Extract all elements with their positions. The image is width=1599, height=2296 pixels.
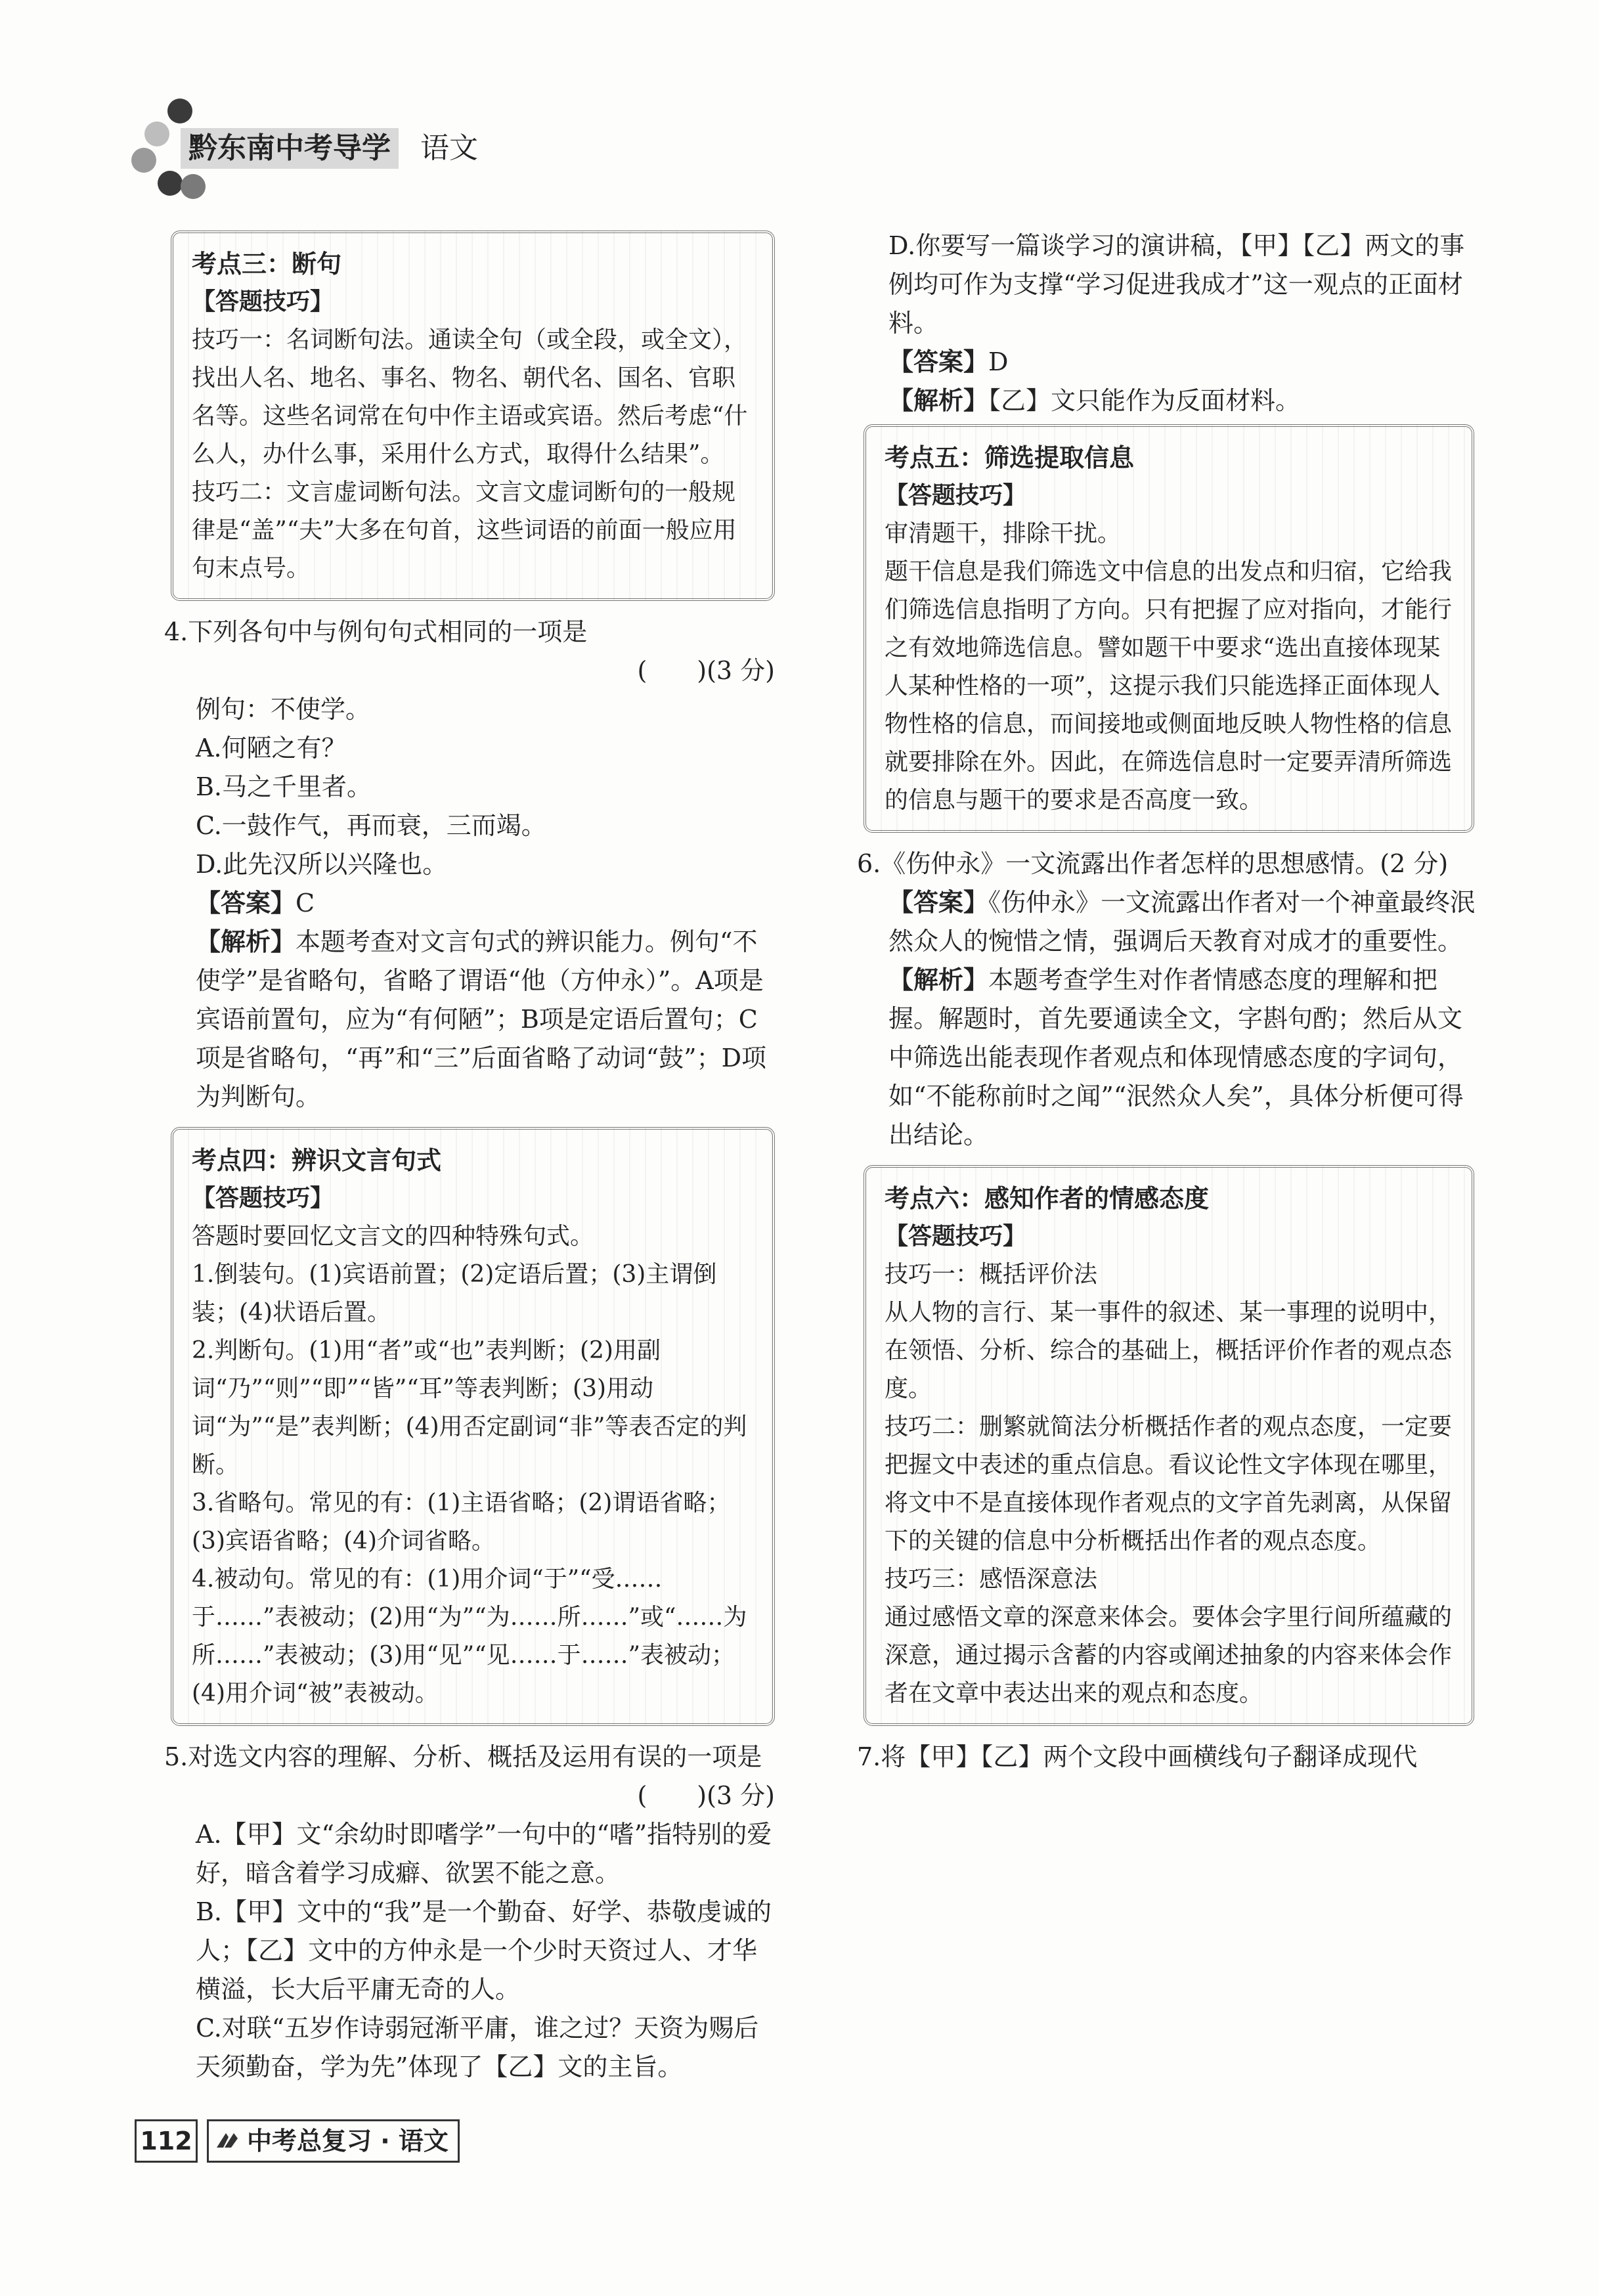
option-d: D.你要写一篇谈学习的演讲稿，【甲】【乙】两文的事例均可作为支撑“学习促进我成才”这一观点的正面材料。: [888, 231, 1465, 338]
hexagon-decoration-icon: [144, 121, 169, 146]
right-column: [857, 227, 1481, 1777]
option-b: B.【甲】文中的“我”是一个勤奋、好学、恭敬虔诚的人；【乙】文中的方仲永是一个少时天资过人、才华横溢，长大后平庸无奇的人。: [196, 1897, 772, 2004]
left-column: [164, 227, 781, 2086]
question-stem: 6.《伤仲永》一文流露出作者怎样的思想感情。(2 分): [857, 849, 1449, 878]
hexagon-decoration-icon: [158, 171, 183, 196]
analysis-text: 本题考查学生对作者情感态度的理解和把握。解题时，首先要通读全文，字斟句酌；然后从文中筛选出能表现作者观点和体现情感态度的字词句，如“不能称前时之闻”“泯然众人矣”，具体分析便可得出结论。: [888, 965, 1464, 1149]
analysis-line: [857, 382, 1481, 420]
tip-box-kaodian3: [171, 231, 775, 601]
analysis-tag: 【解析】: [888, 386, 989, 415]
tip-tag: 【答题技巧】: [192, 288, 334, 315]
question-score: ( )(3 分): [637, 1781, 775, 1810]
tip-line: 技巧一：概括评价法: [885, 1261, 1098, 1288]
hexagon-decoration-icon: [167, 99, 192, 123]
question-6: [857, 845, 1481, 1155]
tip-line: 技巧一：名词断句法。通读全句（或全段，或全文），找出人名、地名、事名、物名、朝代名、国名、官职名等。这些名词常在句中作主语或宾语。然后考虑“什么人，办什么事，采用什么方式，取得什么结果”。: [192, 326, 748, 468]
analysis-line: [164, 923, 781, 1116]
tip-box-kaodian6: [864, 1165, 1474, 1726]
tip-line: 4.被动句。常见的有：(1)用介词“于”“受……于……”表被动；(2)用“为”“为……所……”或“……为所……”表被动；(3)用“见”“见……于……”表被动；(4)用介词“被”表被动。: [192, 1566, 747, 1707]
answer-line: [164, 884, 781, 923]
page-footer: [135, 2118, 460, 2164]
book-brand: 黔东南中考导学: [181, 128, 399, 169]
question-5: [164, 1738, 781, 2086]
page-header: [131, 99, 591, 204]
answer-tag: 【答案】: [888, 347, 989, 376]
analysis-text: 本题考查对文言句式的辨识能力。例句“不使学”是省略句，省略了谓语“他（方仲永）”。A项是宾语前置句，应为“有何陋”；B项是定语后置句；C项是省略句，“再”和“三”后面省略了动词“鼓”；D项为判断句。: [196, 927, 767, 1111]
answer-tag: 【答案】: [888, 888, 989, 917]
tip-tag: 【答题技巧】: [885, 482, 1027, 509]
tip-line: 技巧二：删繁就简法分析概括作者的观点态度，一定要把握文中表述的重点信息。看议论性文字体现在哪里，将文中不是直接体现作者观点的文字首先剥离，从保留下的关键的信息中分析概括出作者的观点态度。: [885, 1413, 1453, 1555]
tip-line: 3.省略句。常见的有：(1)主语省略；(2)谓语省略；(3)宾语省略；(4)介词省略。: [192, 1490, 731, 1555]
tip-line: 2.判断句。(1)用“者”或“也”表判断；(2)用副词“乃”“则”“即”“皆”“耳”等表判断；(3)用动词“为”“是”表判断；(4)用否定副词“非”等表否定的判断。: [192, 1337, 747, 1478]
option-a: A.【甲】文“余幼时即嗜学”一句中的“嗜”指特别的爱好，暗含着学习成癖、欲罢不能之意。: [196, 1820, 772, 1888]
analysis-tag: 【解析】: [196, 927, 296, 956]
question-stem: 4.下列各句中与例句句式相同的一项是: [164, 617, 588, 646]
tip-line: 技巧二：文言虚词断句法。文言文虚词断句的一般规律是“盖”“夫”大多在句首，这些词语的前面一般应用句末点号。: [192, 479, 737, 582]
tip-line: 答题时要回忆文言文的四种特殊句式。: [192, 1223, 594, 1250]
analysis-line: [857, 961, 1481, 1155]
question-4: [164, 613, 781, 1116]
option-b: B.马之千里者。: [196, 772, 372, 801]
tip-box-title: 考点六：感知作者的情感态度: [885, 1184, 1210, 1213]
footer-title-text: 中考总复习 · 语文: [247, 2127, 449, 2155]
tip-line: 从人物的言行、某一事件的叙述、某一事理的说明中，在领悟、分析、综合的基础上，概括评价作者的观点态度。: [885, 1299, 1453, 1402]
page-number: 112: [135, 2119, 198, 2163]
option-c: C.一鼓作气，再而衰，三而竭。: [196, 811, 546, 840]
footer-book-title: [207, 2119, 460, 2163]
answer-text: 《伤仲永》一文流露出作者对一个神童最终泯然众人的惋惜之情，强调后天教育对成才的重要性。: [888, 888, 1476, 956]
question-score: ( )(3 分): [637, 656, 775, 685]
option-c: C.对联“五岁作诗弱冠渐平庸，谁之过？天资为赐后天须勤奋，学为先”体现了【乙】文的主旨。: [196, 2014, 759, 2081]
answer-tag: 【答案】: [196, 889, 296, 917]
tip-line: 1.倒装句。(1)宾语前置；(2)定语后置；(3)主谓倒装；(4)状语后置。: [192, 1261, 717, 1326]
question-7-stem: 7.将【甲】【乙】两个文段中画横线句子翻译成现代: [857, 1742, 1418, 1771]
tip-box-title: 考点三：断句: [192, 250, 342, 278]
tip-box-kaodian5: [864, 424, 1474, 833]
analysis-text: 【乙】文只能作为反面材料。: [988, 386, 1301, 415]
tip-tag: 【答题技巧】: [885, 1223, 1027, 1250]
tip-box-title: 考点五：筛选提取信息: [885, 443, 1135, 472]
option-d: D.此先汉所以兴隆也。: [196, 850, 448, 879]
subject-label: 语文: [420, 131, 478, 165]
footer-logo-icon: [214, 2128, 240, 2154]
tip-box-kaodian4: [171, 1127, 775, 1726]
tip-box-title: 考点四：辨识文言句式: [192, 1146, 442, 1175]
tip-line: 技巧三：感悟深意法: [885, 1566, 1098, 1593]
example-sentence: 例句：不使学。: [196, 695, 371, 724]
tip-tag: 【答题技巧】: [192, 1185, 334, 1212]
question-stem: 5.对选文内容的理解、分析、概括及运用有误的一项是: [164, 1742, 762, 1771]
option-a: A.何陋之有？: [196, 734, 347, 762]
answer-text: D: [988, 347, 1009, 376]
tip-line: 通过感悟文章的深意来体会。要体会字里行间所蕴藏的深意，通过揭示含蓄的内容或阐述抽象的内容来体会作者在文章中表达出来的观点和态度。: [885, 1604, 1453, 1707]
hexagon-decoration-icon: [131, 148, 156, 173]
answer-text: C: [296, 889, 315, 917]
tip-line: 审清题干，排除干扰。: [885, 520, 1122, 547]
hexagon-decoration-icon: [181, 174, 206, 199]
tip-line: 题干信息是我们筛选文中信息的出发点和归宿，它给我们筛选信息指明了方向。只有把握了应对指向，才能行之有效地筛选信息。譬如题干中要求“选出直接体现某人某种性格的一项”，这提示我们只能选择正面体现人物性格的信息，而间接地或侧面地反映人物性格的信息就要排除在外。因此，在筛选信息时一定要弄清所筛选的信息与题干的要求是否高度一致。: [885, 558, 1453, 814]
answer-line: [857, 343, 1481, 382]
answer-line: [857, 883, 1481, 961]
analysis-tag: 【解析】: [888, 965, 989, 994]
